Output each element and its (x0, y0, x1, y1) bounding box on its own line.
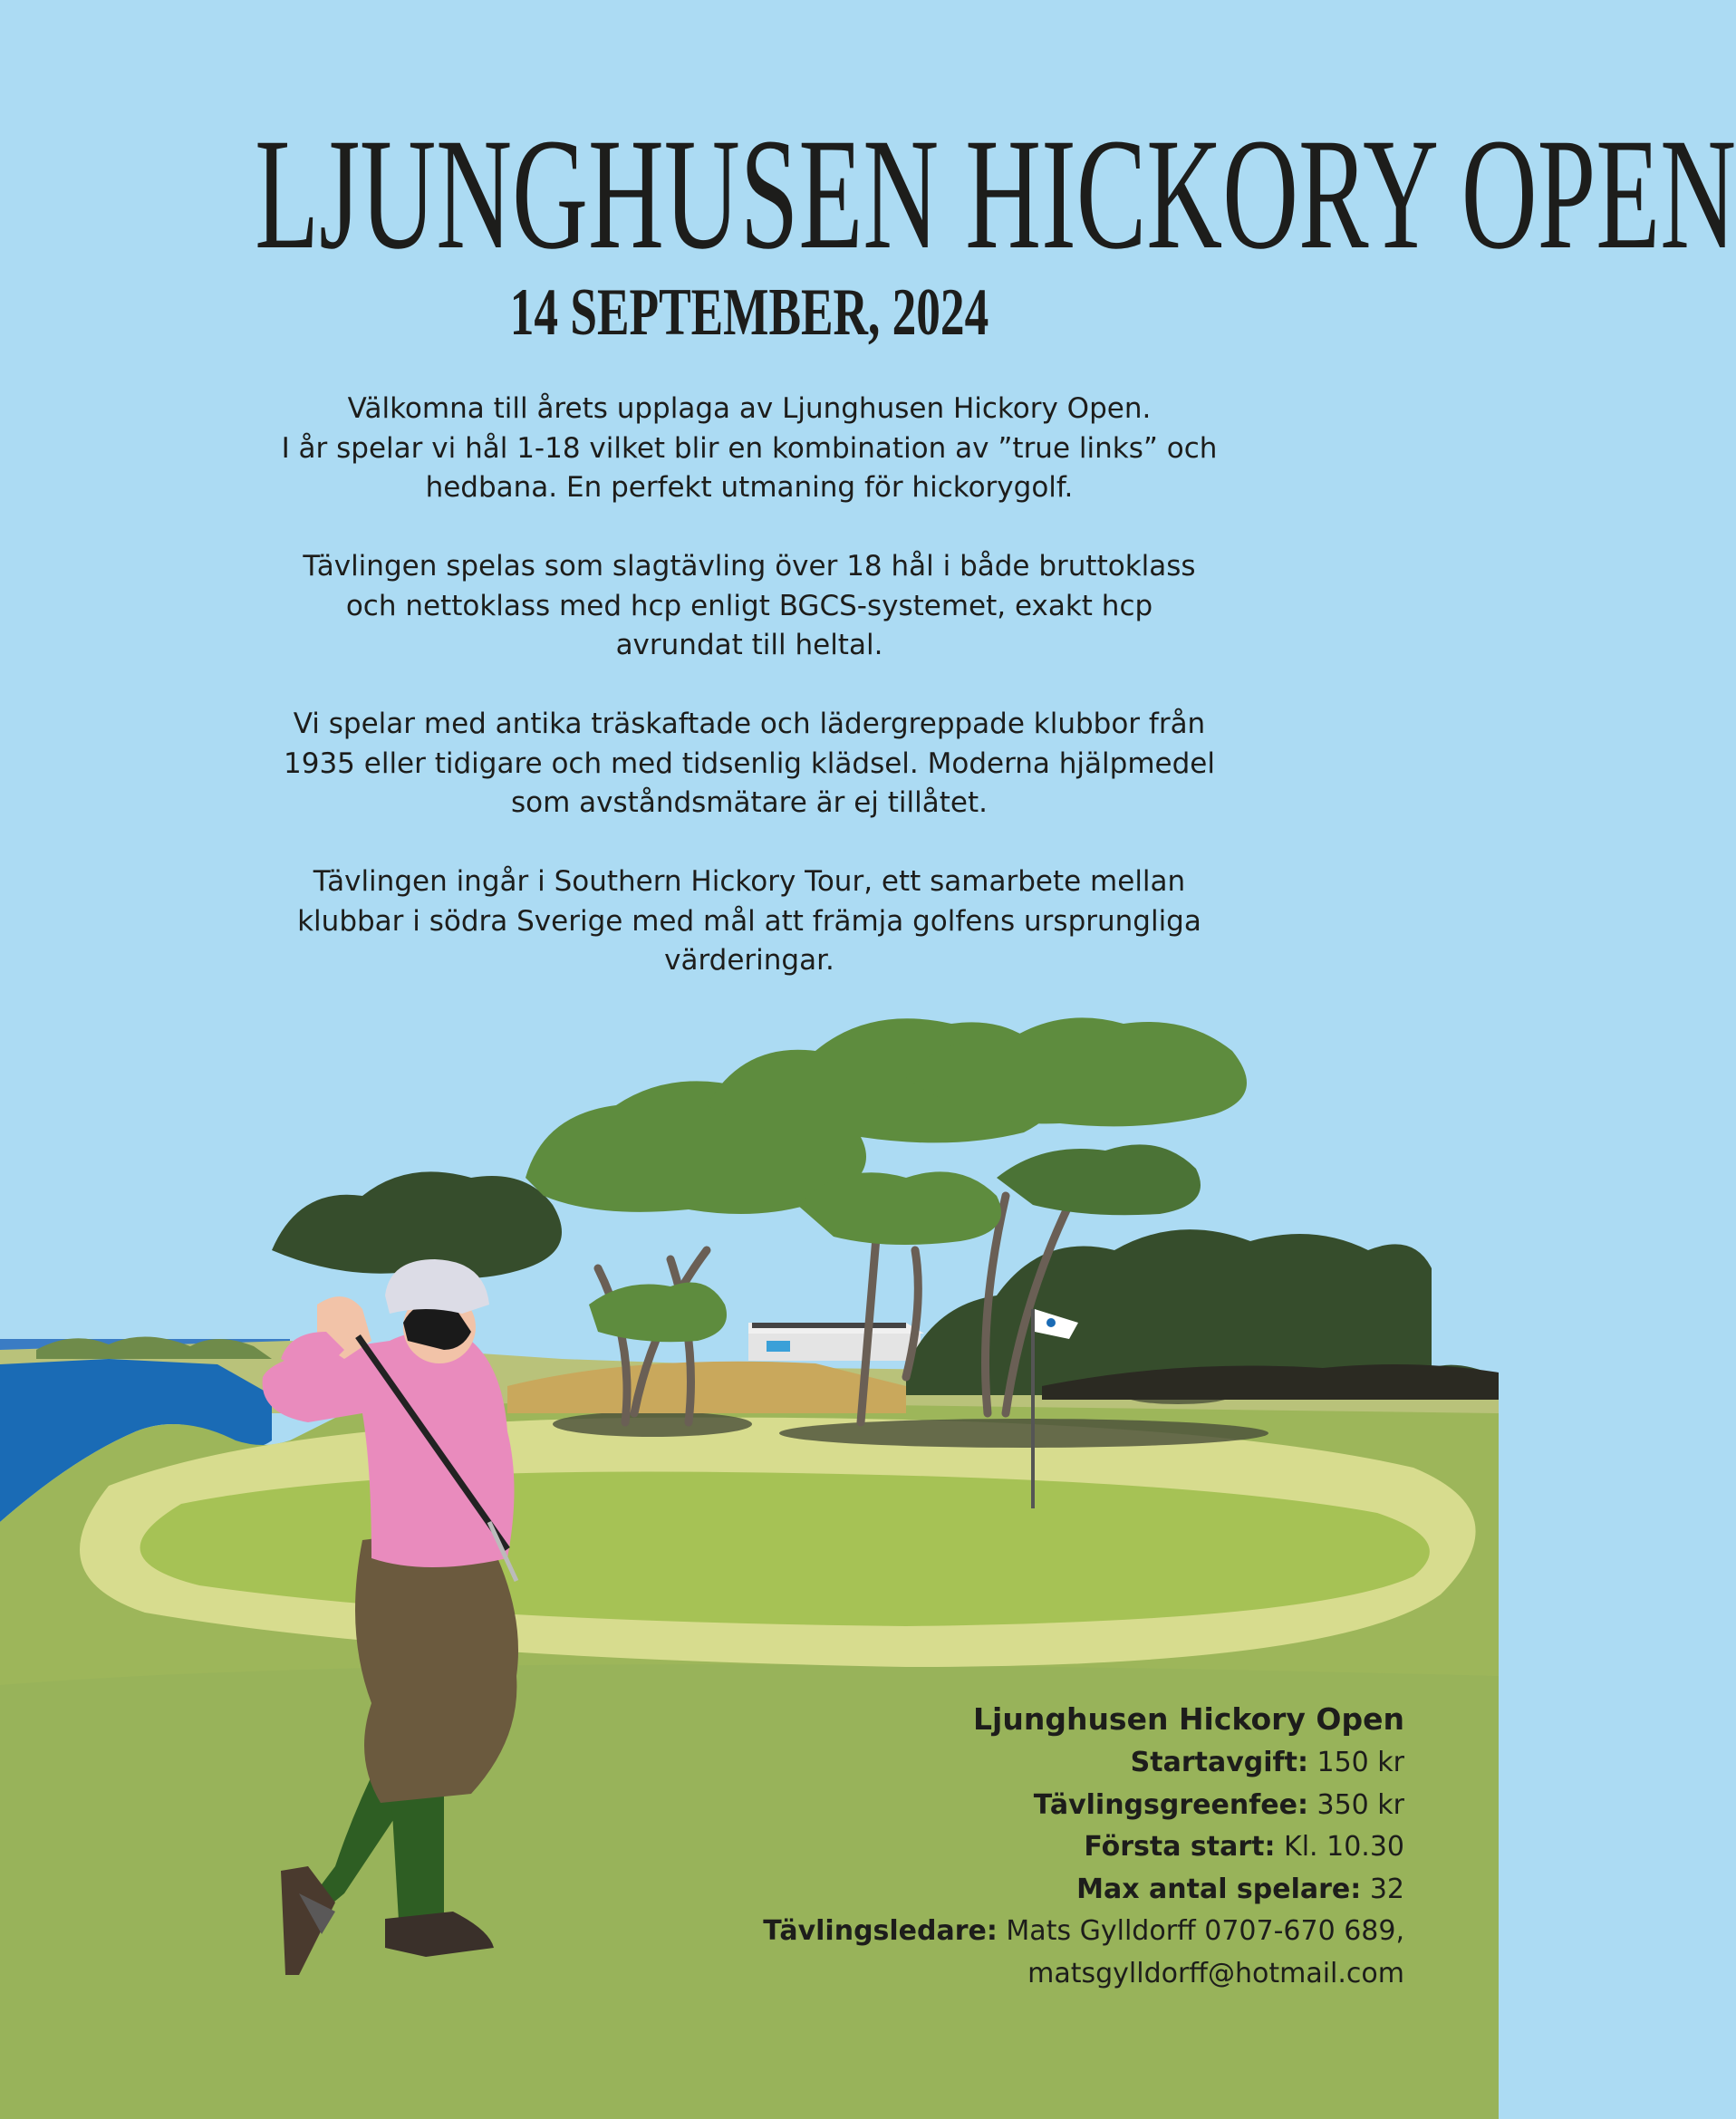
info-label: Tävlingsledare: (763, 1915, 998, 1947)
equipment-paragraph (227, 705, 1272, 824)
info-label: Första start: (1084, 1831, 1276, 1863)
intro-line: klubbar i södra Sverige med mål att främja golfens ursprungliga (297, 904, 1201, 938)
info-label: Tävlingsgreenfee: (1033, 1788, 1308, 1821)
intro-line: I år spelar vi hål 1-18 vilket blir en kombination av ”true links” och (281, 431, 1218, 465)
tree-shadow (553, 1411, 752, 1437)
info-row-max-players (589, 1869, 1404, 1912)
event-name: Ljunghusen Hickory Open (973, 1701, 1404, 1737)
info-value: Mats Gylldorff 0707-670 689, (997, 1915, 1404, 1947)
intro-paragraph (227, 390, 1272, 508)
info-row-organizer (589, 1911, 1404, 1953)
intro-line: 1935 eller tidigare och med tidsenlig klädsel. Moderna hjälpmedel (284, 746, 1215, 780)
info-row-first-start (589, 1826, 1404, 1869)
intro-line: Välkomna till årets upplaga av Ljunghusen Hickory Open. (347, 392, 1152, 425)
event-date: 14 SEPTEMBER, 2024 (509, 275, 989, 350)
intro-line: och nettoklass med hcp enligt BGCS-systemet, exakt hcp (345, 589, 1153, 622)
info-row-greenfee (589, 1785, 1404, 1827)
event-info (589, 1697, 1404, 1995)
info-value: 32 (1361, 1873, 1404, 1905)
intro-text (227, 390, 1272, 1020)
intro-line: Vi spelar med antika träskaftade och lädergreppade klubbor från (293, 708, 1206, 740)
intro-line: hedbana. En perfekt utmaning för hickorygolf. (425, 471, 1074, 504)
info-row-entry-fee (589, 1742, 1404, 1785)
info-label: Startavgift: (1130, 1747, 1308, 1778)
clubhouse (748, 1323, 924, 1361)
intro-line: värderingar. (664, 944, 834, 977)
info-value: Kl. 10.30 (1275, 1831, 1404, 1863)
info-value: 350 kr (1307, 1788, 1404, 1821)
info-value: 150 kr (1307, 1747, 1404, 1778)
intro-line: Tävlingen spelas som slagtävling över 18 hål i både bruttoklass (303, 550, 1196, 583)
tree-shadow (779, 1419, 1268, 1448)
intro-line: avrundat till heltal. (615, 629, 883, 661)
organizer-email[interactable]: matsgylldorff@hotmail.com (1027, 1957, 1404, 1989)
intro-line: som avståndsmätare är ej tillåtet. (511, 786, 988, 819)
tour-paragraph (227, 862, 1272, 981)
format-paragraph (227, 547, 1272, 666)
intro-line: Tävlingen ingår i Southern Hickory Tour, ett samarbete mellan (313, 865, 1186, 898)
info-label: Max antal spelare: (1076, 1873, 1362, 1905)
poster-title: LJUNGHUSEN HICKORY OPEN (255, 106, 1736, 283)
